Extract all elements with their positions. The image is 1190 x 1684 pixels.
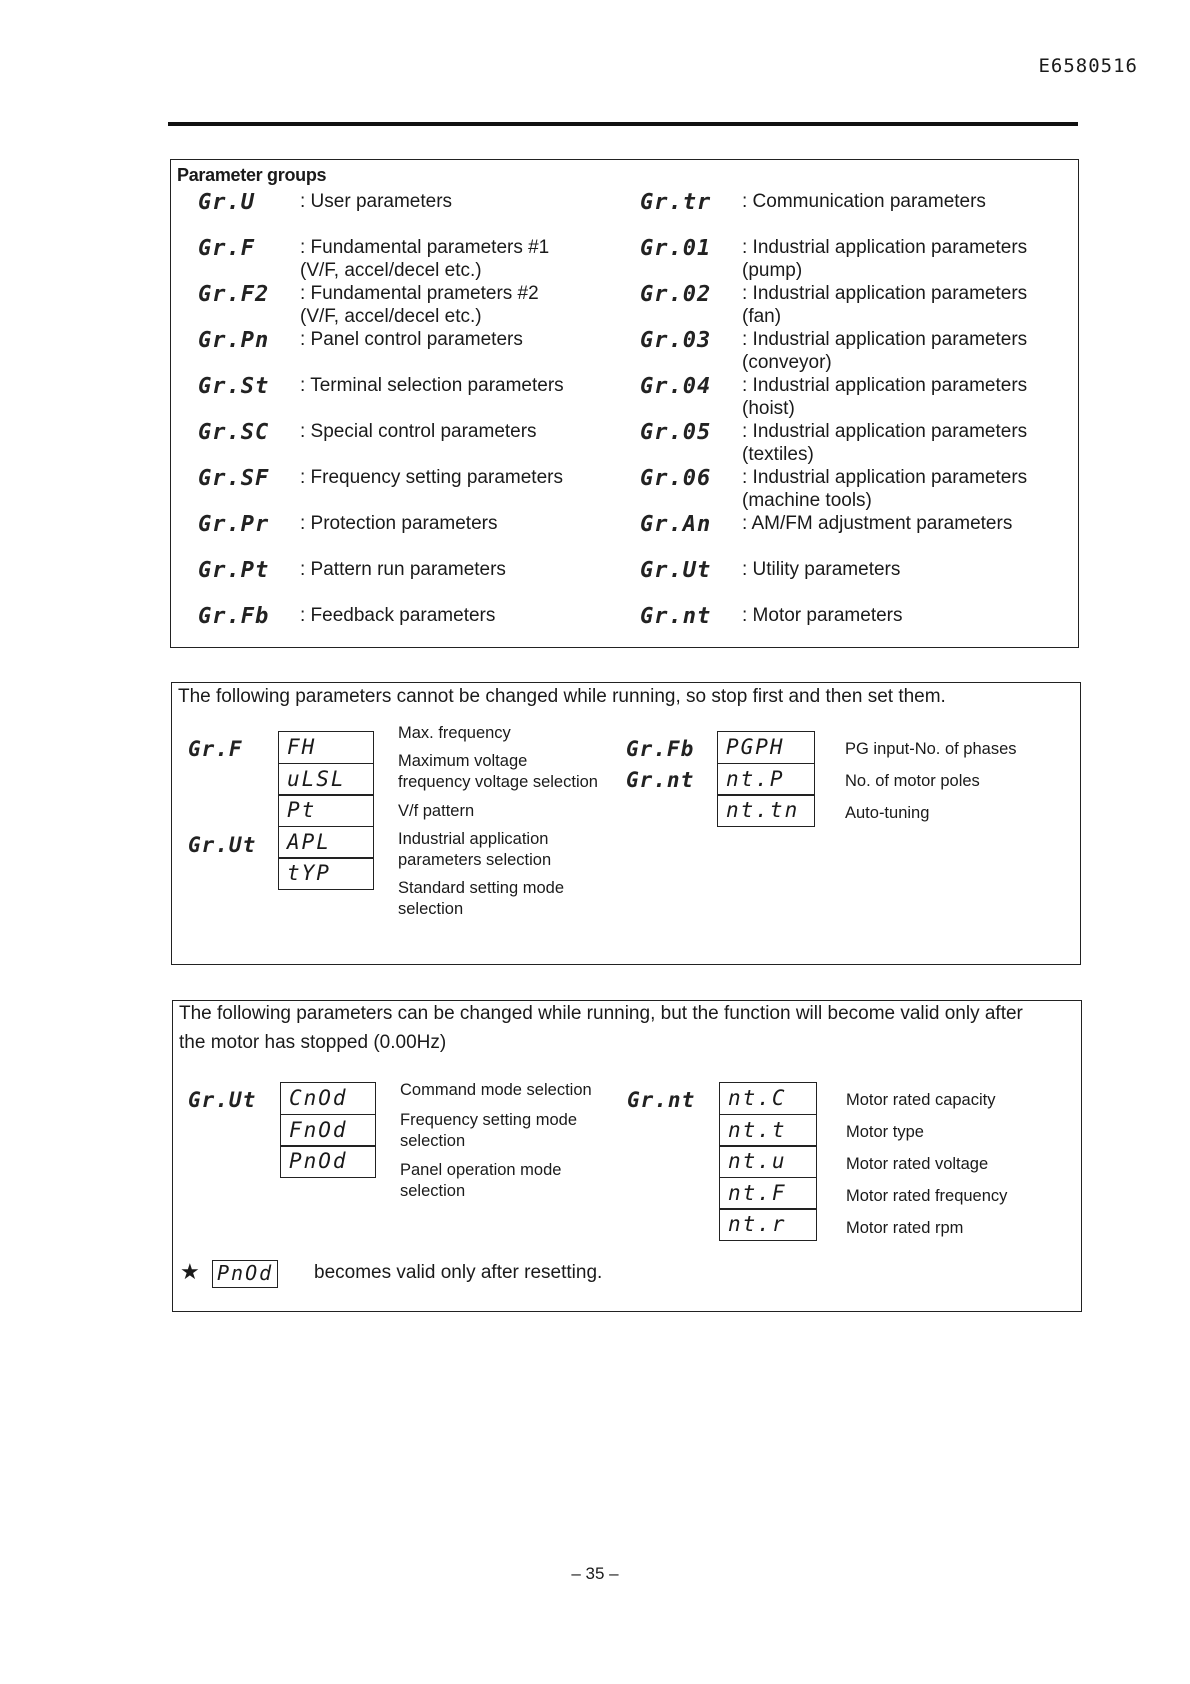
param-code-cell: FH [278,731,374,764]
param-code-cell: PnOd [280,1145,376,1178]
group-code: Gr.03 [640,328,712,353]
param-code-cell: nt.F [719,1177,817,1210]
group-code: Gr.06 [640,466,712,491]
param-code-cell: APL [278,826,374,859]
group-label: : Protection parameters [300,513,498,534]
group-code: Gr.02 [640,282,712,307]
param-code-cell: CnOd [280,1082,376,1115]
star-icon: ★ [180,1259,200,1284]
param-code-cell: nt.u [719,1145,817,1178]
group-label: : Terminal selection parameters [300,375,564,396]
group-code: Gr.An [640,512,712,537]
group-label: : Feedback parameters [300,605,496,626]
group-code: Gr.F [198,236,255,261]
group-code: Gr.F [188,737,243,761]
param-description: Motor rated voltage [846,1155,989,1173]
param-code-cell: FnOd [280,1114,376,1147]
param-description: Industrial application [398,830,549,848]
param-description: Standard setting mode [398,879,565,897]
param-description: Motor rated frequency [846,1187,1008,1205]
group-code: Gr.F2 [198,282,270,307]
group-label: : Special control parameters [300,421,537,442]
group-label-sub: (machine tools) [742,490,872,511]
param-code-cell: Pt [278,794,374,827]
group-label: : User parameters [300,191,453,212]
stopped-right-param-column [719,1082,817,1241]
stop-right-param-column [717,731,815,827]
group-label-sub: (hoist) [742,398,795,419]
param-description: Max. frequency [398,724,511,742]
param-code-cell: nt.tn [717,794,815,827]
header-rule [168,122,1078,126]
param-description-sub: frequency voltage selection [398,773,598,791]
group-label-sub: (textiles) [742,444,814,465]
group-code: Gr.nt [640,604,712,629]
document-id: E6580516 [1038,55,1138,77]
group-label: : Frequency setting parameters [300,467,563,488]
group-label: : Industrial application parameters [742,329,1028,350]
group-label: : AM/FM adjustment parameters [742,513,1013,534]
group-code: Gr.04 [640,374,712,399]
group-code: Gr.01 [640,236,712,261]
group-code: Gr.nt [626,768,695,792]
valid-after-stop-intro-line2: the motor has stopped (0.00Hz) [179,1032,447,1053]
param-description: V/f pattern [398,802,475,820]
group-code: Gr.Ut [188,833,257,857]
param-description: Auto-tuning [845,804,930,822]
reset-note-text: becomes valid only after resetting. [314,1262,603,1283]
param-code-cell: nt.t [719,1114,817,1147]
group-label: : Fundamental parameters #1 [300,237,550,258]
param-description: PG input-No. of phases [845,740,1017,758]
param-description: Motor rated capacity [846,1091,996,1109]
parameter-groups-heading: Parameter groups [177,165,327,185]
param-description-sub: selection [400,1132,466,1150]
group-label: : Industrial application parameters [742,421,1028,442]
stop-required-intro: The following parameters cannot be changed while running, so stop first and then set them. [178,686,946,707]
group-code: Gr.U [198,190,255,215]
group-code: Gr.Pr [198,512,270,537]
stop-left-param-column [278,731,374,890]
valid-after-stop-intro-line1: The following parameters can be changed while running, but the function will become valid only after [179,1003,1023,1024]
group-label: : Utility parameters [742,559,901,580]
group-label: : Fundamental prameters #2 [300,283,539,304]
group-code: Gr.SC [198,420,270,445]
group-code: Gr.Ut [640,558,712,583]
param-description: Frequency setting mode [400,1111,578,1129]
group-label: : Industrial application parameters [742,467,1028,488]
param-code-cell: nt.C [719,1082,817,1115]
param-code-cell: tYP [278,857,374,890]
param-description: Maximum voltage [398,752,528,770]
group-code: Gr.SF [198,466,270,491]
group-code: Gr.Fb [626,737,695,761]
group-label: : Communication parameters [742,191,986,212]
param-description-sub: selection [400,1182,466,1200]
group-code: Gr.nt [627,1088,696,1112]
param-code-cell: nt.P [717,763,815,796]
group-label-sub: (V/F, accel/decel etc.) [300,306,482,327]
group-label-sub: (conveyor) [742,352,832,373]
page-number: – 35 – [571,1564,619,1583]
group-label: : Panel control parameters [300,329,523,350]
param-description: No. of motor poles [845,772,980,790]
reset-note-code: PnOd [212,1260,278,1288]
group-label-sub: (pump) [742,260,803,281]
group-code: Gr.Fb [198,604,270,629]
param-description-sub: parameters selection [398,851,552,869]
group-label: : Industrial application parameters [742,283,1028,304]
group-code: Gr.05 [640,420,712,445]
group-code: Gr.tr [640,190,712,215]
group-label: : Industrial application parameters [742,237,1028,258]
group-label-sub: (fan) [742,306,782,327]
group-label: : Industrial application parameters [742,375,1028,396]
param-description: Motor rated rpm [846,1219,964,1237]
group-code: Gr.Ut [188,1088,257,1112]
stopped-left-param-column [280,1082,376,1178]
param-description: Motor type [846,1123,924,1141]
param-description: Command mode selection [400,1081,592,1099]
group-code: Gr.St [198,374,270,399]
group-label-sub: (V/F, accel/decel etc.) [300,260,482,281]
param-description: Panel operation mode [400,1161,562,1179]
group-label: : Motor parameters [742,605,903,626]
param-description-sub: selection [398,900,464,918]
group-code: Gr.Pt [198,558,270,583]
group-code: Gr.Pn [198,328,270,353]
group-label: : Pattern run parameters [300,559,506,580]
param-code-cell: PGPH [717,731,815,764]
param-code-cell: nt.r [719,1208,817,1241]
param-code-cell: uLSL [278,763,374,796]
